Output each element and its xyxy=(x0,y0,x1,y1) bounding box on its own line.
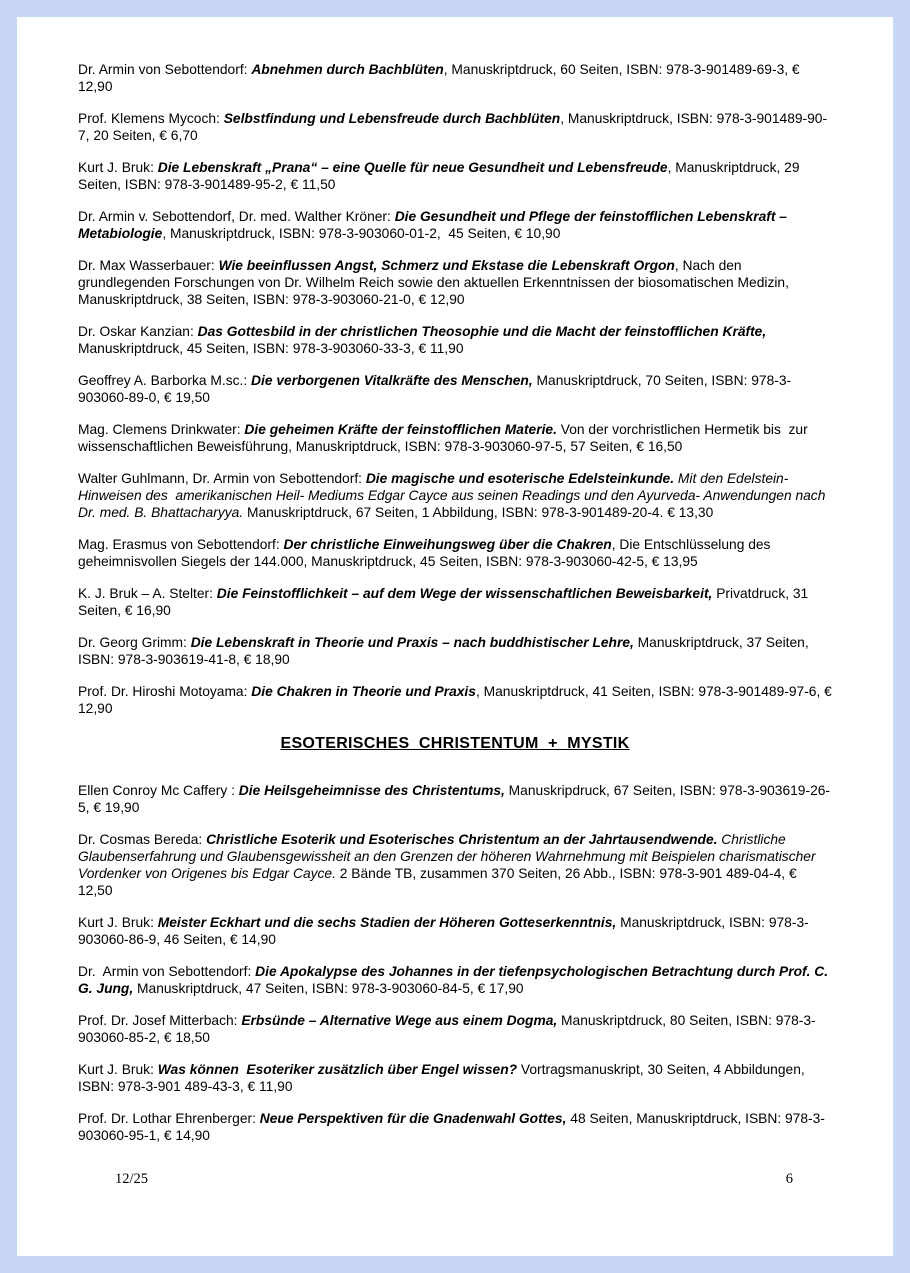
entry-text-segment: Der christliche Einweihungsweg über die Chakren xyxy=(283,537,612,552)
entry-text-segment: Die Chakren in Theorie und Praxis xyxy=(251,684,476,699)
catalog-entry xyxy=(78,963,832,997)
catalog-entry xyxy=(78,421,832,455)
entry-text-segment: Walter Guhlmann, Dr. Armin von Sebottendorf: xyxy=(78,471,366,486)
catalog-entry xyxy=(78,323,832,357)
catalog-section-2 xyxy=(78,782,832,1144)
entry-text-segment: Meister Eckhart und die sechs Stadien der Höheren Gotteserkenntnis, xyxy=(157,915,617,930)
entry-text-segment: Mit den Edelstein-Hinweisen des amerikanischen Heil- Mediums Edgar Cayce aus seinen Readings und den Ayurveda- Anwendungen nach Dr. med. B. Bhattacharyya. xyxy=(78,471,830,520)
entry-text-segment: , Nach den grundlegenden Forschungen von Dr. Wilhelm Reich sowie den aktuellen Erkenntnissen der biosomatischen Medizin, Manuskriptdruck, 38 Seiten, ISBN: 978-3-903060-21-0, € 12,90 xyxy=(78,258,793,307)
entry-text-segment: Die geheimen Kräfte der feinstofflichen Materie. xyxy=(244,422,557,437)
entry-text-segment: Mag. Erasmus von Sebottendorf: xyxy=(78,537,284,552)
footer-date: 12/25 xyxy=(115,1171,149,1187)
catalog-entry xyxy=(78,159,832,193)
entry-text-segment: , Manuskriptdruck, 60 Seiten, ISBN: 978-3-901489-69-3, € 12,90 xyxy=(78,62,804,94)
entry-text-segment: Manuskriptdruck, 47 Seiten, ISBN: 978-3-903060-84-5, € 17,90 xyxy=(133,981,524,996)
entry-text-segment: , Manuskriptdruck, ISBN: 978-3-903060-01-2, 45 Seiten, € 10,90 xyxy=(162,226,561,241)
entry-text-segment: Prof. Dr. Lothar Ehrenberger: xyxy=(78,1111,260,1126)
catalog-entry xyxy=(78,1061,832,1095)
entry-text-segment: Christliche Glaubenserfahrung und Glaubensgewissheit an den Grenzen der höheren Wahrnehmung mit Beispielen charismatischer Vordenker von Origenes bis Edgar Cayce. xyxy=(78,832,820,881)
entry-text-segment: Die verborgenen Vitalkräfte des Menschen, xyxy=(251,373,533,388)
entry-text-segment: Manuskriptdruck, 80 Seiten, ISBN: 978-3-903060-85-2, € 18,50 xyxy=(78,1013,816,1045)
entry-text-segment: Geoffrey A. Barborka M.sc.: xyxy=(78,373,252,388)
entry-text-segment: Die Lebenskraft „Prana“ – eine Quelle für neue Gesundheit und Lebensfreude xyxy=(157,160,668,175)
catalog-entry xyxy=(78,536,832,570)
catalog-content xyxy=(17,17,893,1144)
entry-text-segment: Dr. Cosmas Bereda: xyxy=(78,832,207,847)
entry-text-segment: Ellen Conroy Mc Caffery : xyxy=(78,783,239,798)
entry-text-segment: Manuskriptdruck, 67 Seiten, 1 Abbildung, ISBN: 978-3-901489-20-4. € 13,30 xyxy=(243,505,714,520)
catalog-entry xyxy=(78,470,832,521)
document-page xyxy=(17,17,893,1256)
catalog-entry xyxy=(78,782,832,816)
catalog-entry xyxy=(78,634,832,668)
entry-text-segment: Die magische und esoterische Edelsteinkunde. xyxy=(365,471,675,486)
catalog-entry xyxy=(78,831,832,899)
entry-text-segment: Von der vorchristlichen Hermetik bis zur wissenschaftlichen Beweisführung, Manuskriptdruck, ISBN: 978-3-903060-97-5, 57 Seiten, € 16,50 xyxy=(78,422,812,454)
entry-text-segment: Dr. Oskar Kanzian: xyxy=(78,324,198,339)
entry-text-segment: Dr. Max Wasserbauer: xyxy=(78,258,219,273)
entry-text-segment: , Manuskriptdruck, 41 Seiten, ISBN: 978-3-901489-97-6, € 12,90 xyxy=(78,684,836,716)
page-footer xyxy=(17,1171,893,1188)
entry-text-segment: Die Feinstofflichkeit – auf dem Wege der wissenschaftlichen Beweisbarkeit, xyxy=(216,586,713,601)
catalog-entry xyxy=(78,585,832,619)
catalog-section-1 xyxy=(78,61,836,717)
catalog-entry xyxy=(78,208,832,242)
entry-text-segment: Neue Perspektiven für die Gnadenwahl Gottes, xyxy=(259,1111,567,1126)
entry-text-segment: Abnehmen durch Bachblüten xyxy=(251,62,444,77)
entry-text-segment: Die Gesundheit und Pflege der feinstofflichen Lebenskraft – Metabiologie xyxy=(78,209,791,241)
entry-text-segment: Erbsünde – Alternative Wege aus einem Dogma, xyxy=(241,1013,558,1028)
entry-text-segment: Prof. Dr. Josef Mitterbach: xyxy=(78,1013,242,1028)
entry-text-segment: 48 Seiten, Manuskriptdruck, ISBN: 978-3-903060-95-1, € 14,90 xyxy=(78,1111,825,1143)
catalog-entry xyxy=(78,683,836,717)
entry-text-segment: Privatdruck, 31 Seiten, € 16,90 xyxy=(78,586,813,618)
entry-text-segment: Vortragsmanuskript, 30 Seiten, 4 Abbildungen, ISBN: 978-3-901 489-43-3, € 11,90 xyxy=(78,1062,809,1094)
entry-text-segment: , Manuskriptdruck, ISBN: 978-3-901489-90-7, 20 Seiten, € 6,70 xyxy=(78,111,828,143)
entry-text-segment: K. J. Bruk – A. Stelter: xyxy=(78,586,217,601)
entry-text-segment: Kurt J. Bruk: xyxy=(78,915,158,930)
entry-text-segment: Die Lebenskraft in Theorie und Praxis – nach buddhistischer Lehre, xyxy=(190,635,634,650)
entry-text-segment: Dr. Armin von Sebottendorf: xyxy=(78,964,256,979)
catalog-entry xyxy=(78,372,832,406)
entry-text-segment: Manuskripdruck, 67 Seiten, ISBN: 978-3-903619-26-5, € 19,90 xyxy=(78,783,831,815)
entry-text-segment: Manuskriptdruck, ISBN: 978-3-903060-86-9, 46 Seiten, € 14,90 xyxy=(78,915,809,947)
entry-text-segment: Dr. Armin v. Sebottendorf, Dr. med. Walther Kröner: xyxy=(78,209,395,224)
entry-text-segment: Manuskriptdruck, 70 Seiten, ISBN: 978-3-903060-89-0, € 19,50 xyxy=(78,373,792,405)
entry-text-segment: Selbstfindung und Lebensfreude durch Bachblüten xyxy=(223,111,561,126)
entry-text-segment: 2 Bände TB, zusammen 370 Seiten, 26 Abb., ISBN: 978-3-901 489-04-4, € 12,50 xyxy=(78,866,801,898)
catalog-entry xyxy=(78,1012,832,1046)
entry-text-segment: Christliche Esoterik und Esoterisches Christentum an der Jahrtausendwende. xyxy=(206,832,718,847)
catalog-entry xyxy=(78,1110,832,1144)
entry-text-segment: Dr. Armin von Sebottendorf: xyxy=(78,62,252,77)
entry-text-segment: Prof. Dr. Hiroshi Motoyama: xyxy=(78,684,252,699)
entry-text-segment: Was können Esoteriker zusätzlich über Engel wissen? xyxy=(157,1062,518,1077)
entry-text-segment: , Manuskriptdruck, 29 Seiten, ISBN: 978-3-901489-95-2, € 11,50 xyxy=(78,160,804,192)
catalog-entry xyxy=(78,257,832,308)
entry-text-segment: Kurt J. Bruk: xyxy=(78,160,158,175)
entry-text-segment: Wie beeinflussen Angst, Schmerz und Ekstase die Lebenskraft Orgon xyxy=(218,258,675,273)
footer-page-number: 6 xyxy=(785,1171,793,1187)
entry-text-segment: Dr. Georg Grimm: xyxy=(78,635,191,650)
catalog-entry xyxy=(78,914,832,948)
section-heading: ESOTERISCHES CHRISTENTUM + MYSTIK xyxy=(280,735,630,752)
entry-text-segment: Die Heilsgeheimnisse des Christentums, xyxy=(238,783,505,798)
entry-text-segment: , Die Entschlüsselung des geheimnisvollen Siegels der 144.000, Manuskriptdruck, 45 Seiten, ISBN: 978-3-903060-42-5, € 13,95 xyxy=(78,537,775,569)
entry-text-segment: Die Apokalypse des Johannes in der tiefenpsychologischen Betrachtung durch Prof. C. G. Jung, xyxy=(78,964,832,996)
entry-text-segment: Das Gottesbild in der christlichen Theosophie und die Macht der feinstofflichen Kräfte, xyxy=(197,324,767,339)
entry-text-segment: Prof. Klemens Mycoch: xyxy=(78,111,224,126)
entry-text-segment: Manuskriptdruck, 37 Seiten, ISBN: 978-3-903619-41-8, € 18,90 xyxy=(78,635,813,667)
entry-text-segment: Manuskriptdruck, 45 Seiten, ISBN: 978-3-903060-33-3, € 11,90 xyxy=(78,324,771,356)
entry-text-segment: Kurt J. Bruk: xyxy=(78,1062,158,1077)
catalog-entry xyxy=(78,110,832,144)
entry-text-segment: Mag. Clemens Drinkwater: xyxy=(78,422,245,437)
catalog-entry xyxy=(78,61,832,95)
